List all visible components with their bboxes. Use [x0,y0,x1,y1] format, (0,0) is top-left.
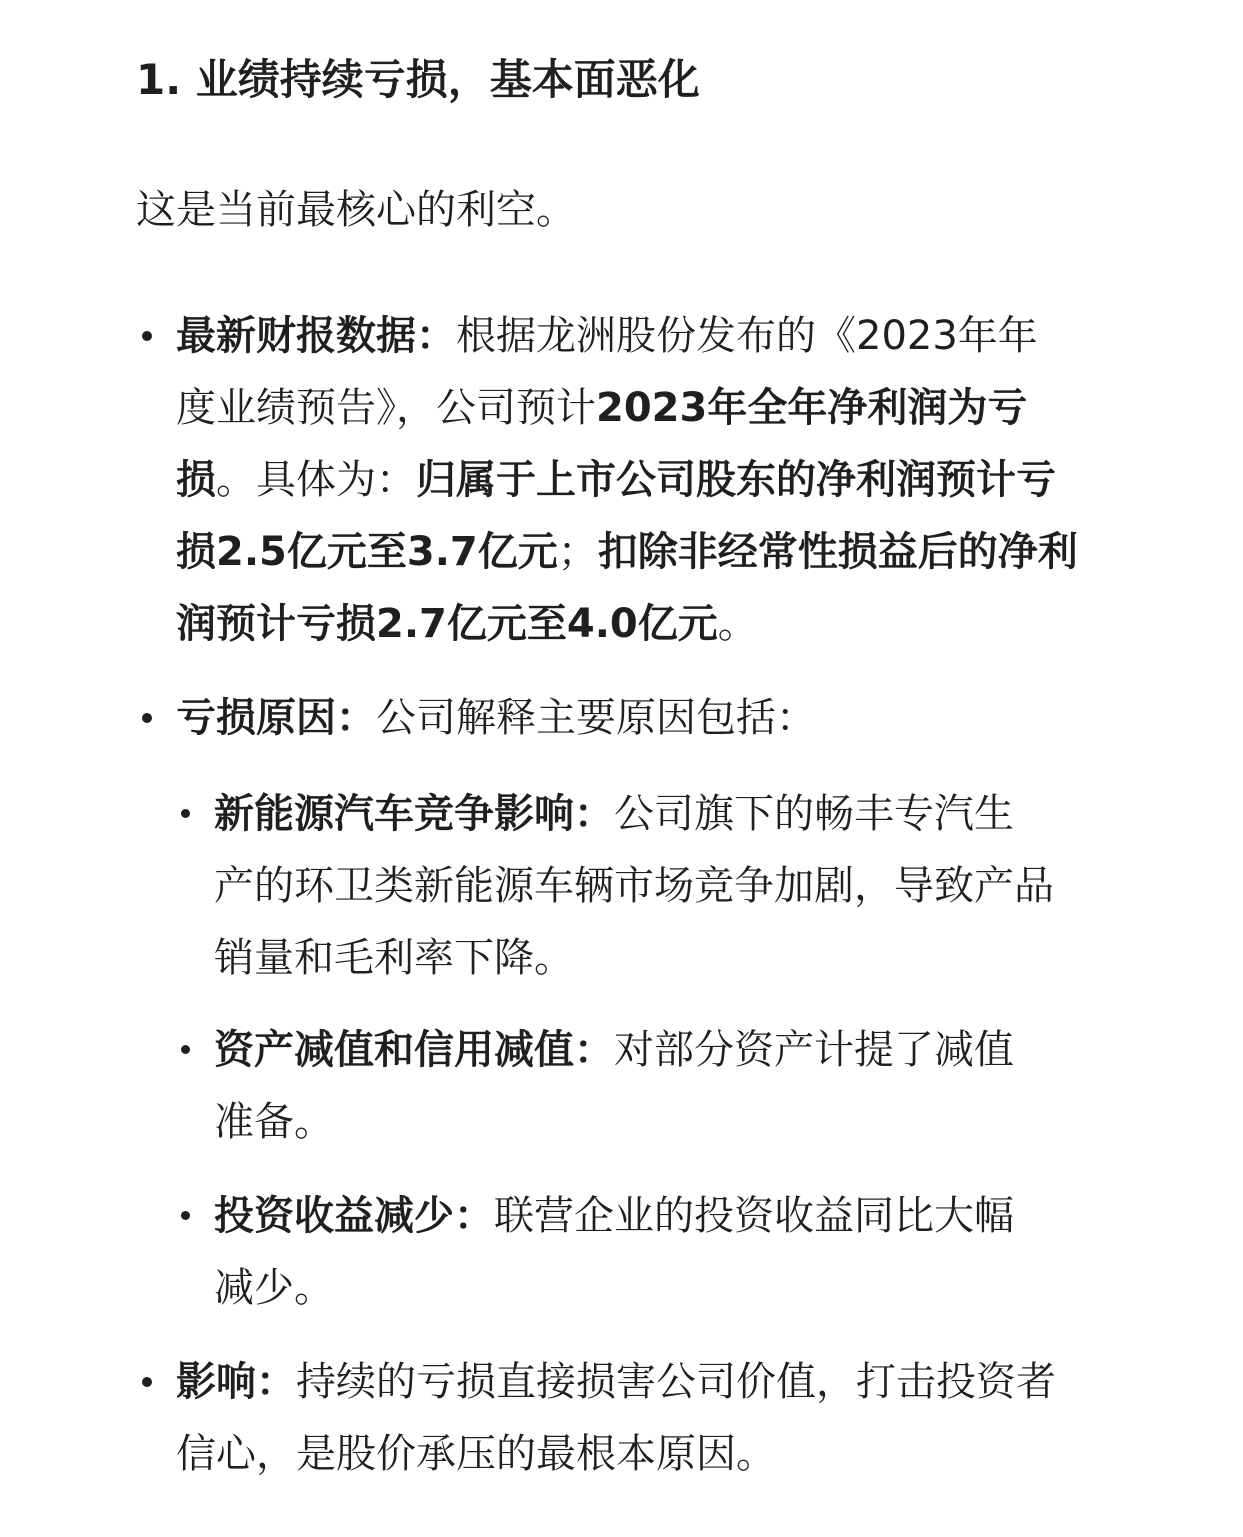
bullet-dot [181,1045,190,1054]
text-line: 亏损原因：公司解释主要原因包括： [176,695,816,741]
intro-paragraph: 这是当前最核心的利空。 [136,187,576,233]
bullet-dot [142,713,152,723]
bullet-label: 投资收益减少： [214,1193,494,1239]
bullet-impact [176,1346,1056,1490]
text-line: 影响：持续的亏损直接损害公司价值，打击投资者 [176,1359,1056,1405]
sub-bullet-impairment [214,1014,1014,1158]
text-line: 信心，是股价承压的最根本原因。 [176,1431,776,1477]
text-line: 损。具体为：归属于上市公司股东的净利润预计亏 [176,457,1056,503]
bullet-label: 亏损原因： [176,695,376,741]
bullet-label: 新能源汽车竞争影响： [214,791,614,837]
bullet-dot [142,331,152,341]
text-line: 准备。 [214,1099,334,1145]
text-line: 投资收益减少：联营企业的投资收益同比大幅 [214,1193,1014,1239]
text-line: 产的环卫类新能源车辆市场竞争加剧，导致产品 [214,863,1054,909]
bullet-label: 资产减值和信用减值： [214,1027,614,1073]
bullet-loss-reasons [176,682,816,754]
bullet-dot [142,1377,152,1387]
sub-bullet-nev-competition [214,778,1054,994]
text-line: 润预计亏损2.7亿元至4.0亿元。 [176,601,758,647]
bullet-label: 影响： [176,1359,296,1405]
bullet-financial-data [176,300,1078,660]
text-line: 最新财报数据：根据龙洲股份发布的《2023年年 [176,313,1038,359]
bullet-dot [181,1211,190,1220]
text-line: 销量和毛利率下降。 [214,935,574,981]
text-line: 新能源汽车竞争影响：公司旗下的畅丰专汽生 [214,791,1014,837]
bullet-label: 最新财报数据： [176,313,456,359]
text-line: 减少。 [214,1265,334,1311]
text-line: 损2.5亿元至3.7亿元；扣除非经常性损益后的净利 [176,529,1078,575]
bullet-dot [181,809,190,818]
text-line: 资产减值和信用减值：对部分资产计提了减值 [214,1027,1014,1073]
sub-bullet-investment-income [214,1180,1014,1324]
text-line: 度业绩预告》，公司预计2023年全年净利润为亏 [176,385,1028,431]
section-heading: 1. 业绩持续亏损，基本面恶化 [136,55,700,104]
